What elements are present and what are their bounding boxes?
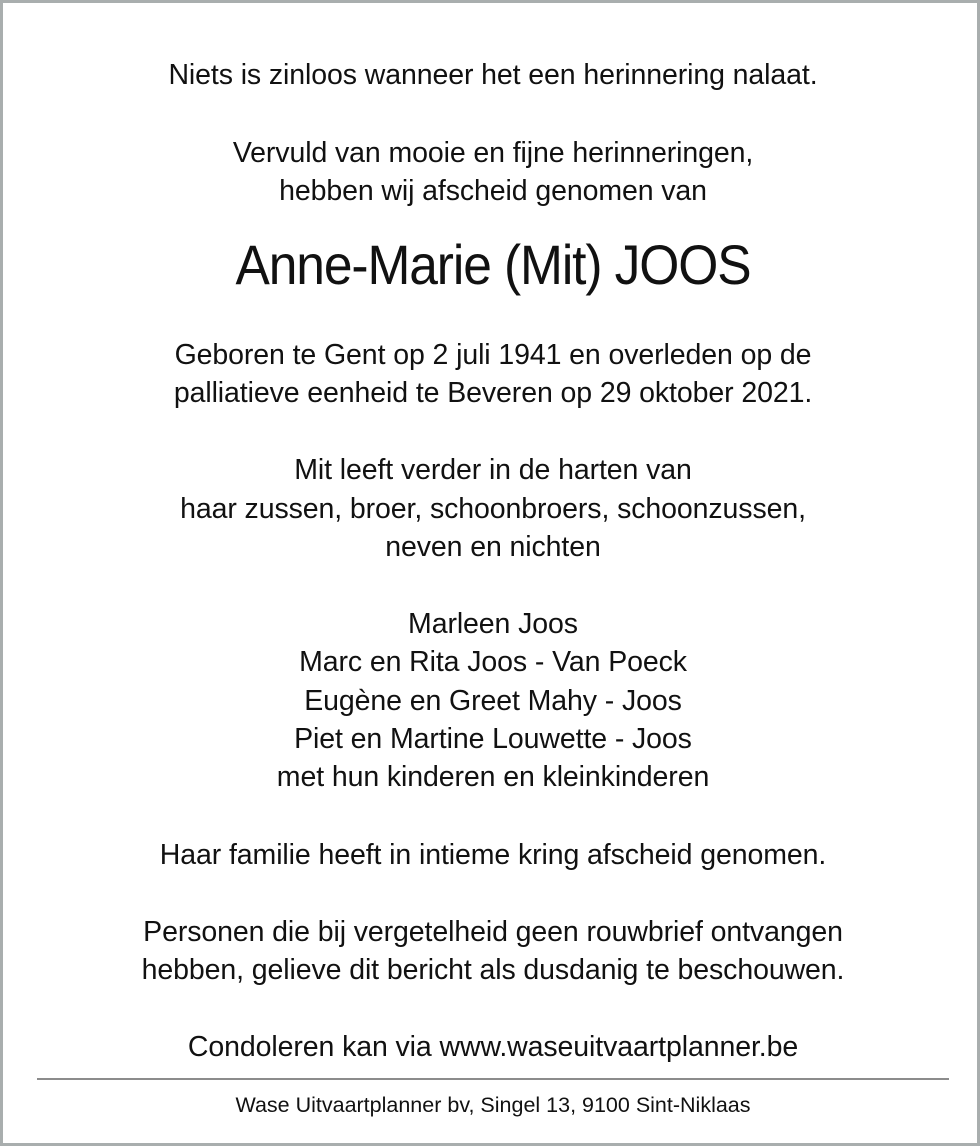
footer-divider	[37, 1078, 949, 1080]
intro-line-2: hebben wij afscheid genomen van	[279, 175, 707, 207]
family-descendants: met hun kinderen en kleinkinderen	[276, 761, 710, 793]
deceased-name: Anne-Marie (Mit) JOOS	[235, 233, 751, 296]
farewell-notice: Haar familie heeft in intieme kring afscheid genomen.	[159, 839, 827, 871]
condolences-link[interactable]: Condoleren kan via www.waseuitvaartplanner.be	[187, 1031, 799, 1063]
birth-death-line-2: palliatieve eenheid te Beveren op 29 oktober 2021.	[173, 377, 813, 409]
family-member: Eugène en Greet Mahy - Joos	[304, 685, 682, 717]
remembrance-line-1: Mit leeft verder in de harten van	[294, 454, 692, 486]
remembrance-line-3: neven en nichten	[385, 531, 601, 563]
family-member: Piet en Martine Louwette - Joos	[294, 723, 692, 755]
opening-quote: Niets is zinloos wanneer het een herinnering nalaat.	[168, 59, 818, 91]
letter-notice-line-2: hebben, gelieve dit bericht als dusdanig te beschouwen.	[141, 954, 845, 986]
remembrance-line-2: haar zussen, broer, schoonbroers, schoonzussen,	[180, 493, 806, 525]
funeral-home-address: Wase Uitvaartplanner bv, Singel 13, 9100 Sint-Niklaas	[235, 1093, 751, 1117]
letter-notice-line-1: Personen die bij vergetelheid geen rouwbrief ontvangen	[143, 916, 843, 948]
intro-line-1: Vervuld van mooie en fijne herinneringen,	[232, 137, 754, 169]
birth-death-line-1: Geboren te Gent op 2 juli 1941 en overleden op de	[174, 339, 812, 371]
family-member: Marc en Rita Joos - Van Poeck	[299, 646, 687, 678]
family-member: Marleen Joos	[408, 608, 578, 640]
